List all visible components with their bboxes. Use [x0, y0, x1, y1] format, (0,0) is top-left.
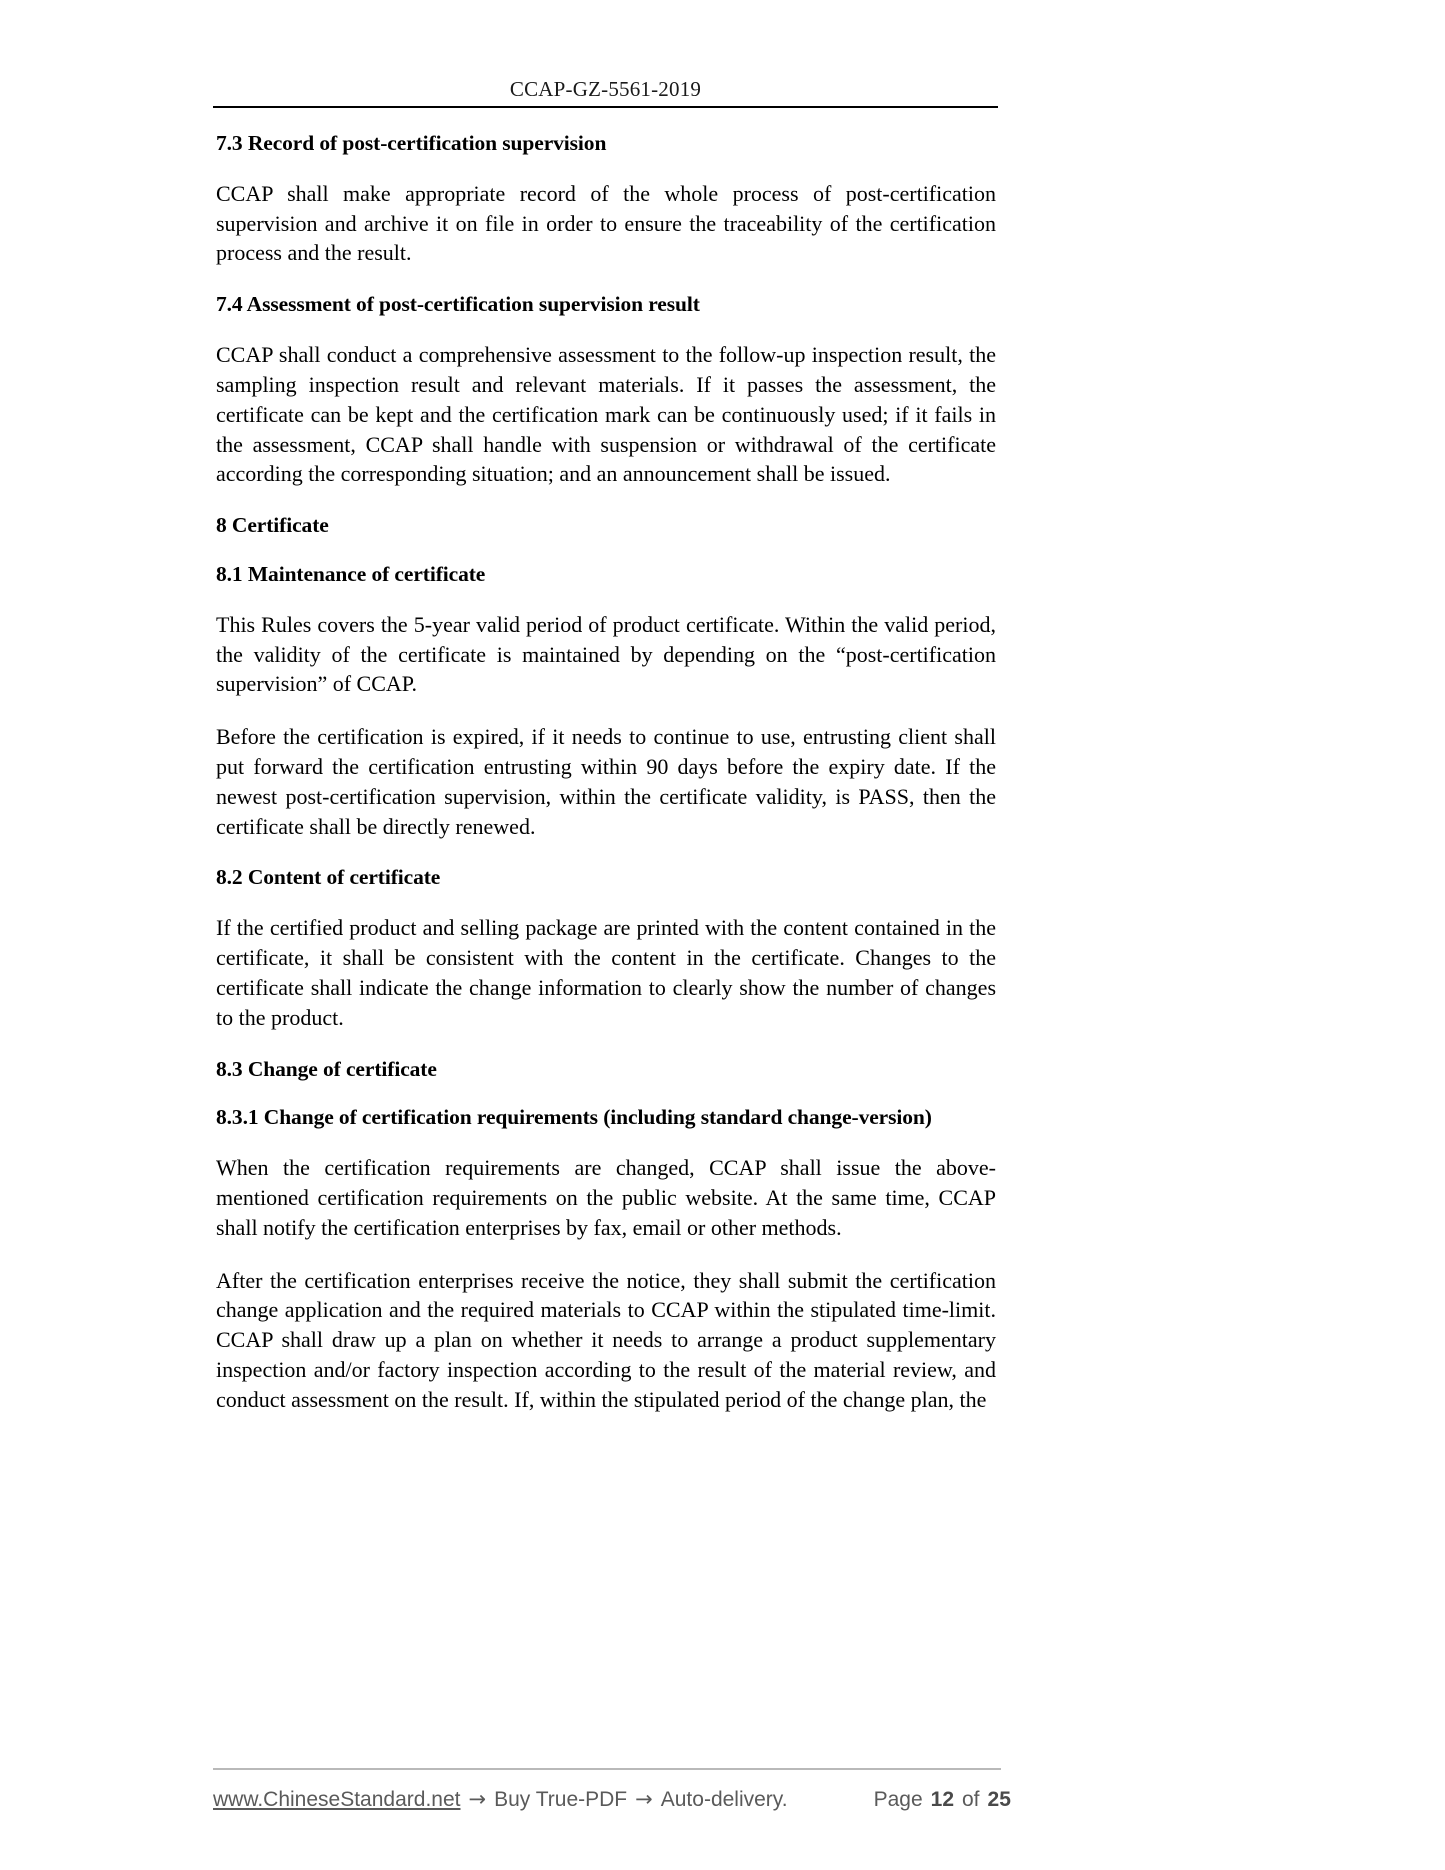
paragraph-8-3-1-1: When the certification requirements are changed, CCAP shall issue the above-mentioned certification requirements on the public website. At the same time, CCAP shall notify the certification enterprises by fax, email or other methods. [216, 1155, 996, 1240]
header-divider [213, 106, 998, 108]
paragraph-7-3-1: CCAP shall make appropriate record of the whole process of post-certification supervision and archive it on file in order to ensure the traceability of the certification process and the result. [216, 180, 996, 266]
footer-promo [213, 1787, 788, 1812]
paragraph-8-1-1: This Rules covers the 5-year valid period of product certificate. Within the valid period, the validity of the certificate is maintained by depending on the “post-certification supervision” of CCAP. [216, 611, 996, 697]
footer-divider [213, 1768, 1001, 1770]
arrow-right-icon: → [468, 1787, 487, 1811]
footer-buy-label: Buy True-PDF [494, 1788, 628, 1811]
of-label: of [962, 1788, 980, 1811]
page-footer [213, 1768, 1011, 1812]
section-heading-8-1: 8.1 Maintenance of certificate [216, 562, 486, 586]
current-page-number: 12 [930, 1788, 954, 1811]
paragraph-8-1-2: Before the certification is expired, if it needs to continue to use, entrusting client shall put forward the certification entrusting within 90 days before the expiry date. If the newest post-certification supervision, within the certificate validity, is PASS, then the certificate shall be directly renewed. [216, 724, 996, 839]
arrow-right-icon-2: → [635, 1787, 653, 1811]
document-code: CCAP-GZ-5561-2019 [509, 77, 702, 101]
footer-delivery-label: Auto-delivery. [660, 1788, 788, 1811]
page-indicator [874, 1788, 1011, 1812]
section-heading-8-3-1: 8.3.1 Change of certification requirements (including standard change-version) [216, 1105, 932, 1130]
footer-website-link[interactable]: www.ChineseStandard.net [213, 1788, 461, 1811]
section-heading-8: 8 Certificate [216, 513, 329, 538]
section-heading-8-2: 8.2 Content of certificate [216, 865, 441, 890]
section-heading-7-3: 7.3 Record of post-certification supervision [216, 131, 607, 155]
page-label: Page [873, 1788, 923, 1811]
section-heading-7-4: 7.4 Assessment of post-certification supervision result [216, 292, 700, 317]
footer-row [213, 1787, 1011, 1812]
paragraph-8-2-1: If the certified product and selling package are printed with the content contained in the certificate, it shall be consistent with the content in the certificate. Changes to the certificate shall indicate the change information to clearly show the number of changes to the product. [216, 915, 996, 1030]
total-page-number: 25 [987, 1788, 1011, 1811]
paragraph-7-4-1: CCAP shall conduct a comprehensive assessment to the follow-up inspection result, the sampling inspection result and relevant materials. If it passes the assessment, the certificate can be kept and the certification mark can be continuously used; if it fails in the assessment, CCAP shall handle with suspension or withdrawal of the certificate according the corresponding situation; and an announcement shall be issued. [216, 342, 996, 487]
paragraph-8-3-1-2: After the certification enterprises receive the notice, they shall submit the certification change application and the required materials to CCAP within the stipulated time-limit. CCAP shall draw up a plan on whether it needs to arrange a product supplementary inspection and/or factory inspection according to the result of the material review, and conduct assessment on the result. If, within the stipulated period of the change plan, the [216, 1267, 996, 1412]
section-heading-8-3: 8.3 Change of certificate [216, 1056, 437, 1081]
page-header [213, 78, 998, 108]
document-body [216, 130, 996, 1415]
